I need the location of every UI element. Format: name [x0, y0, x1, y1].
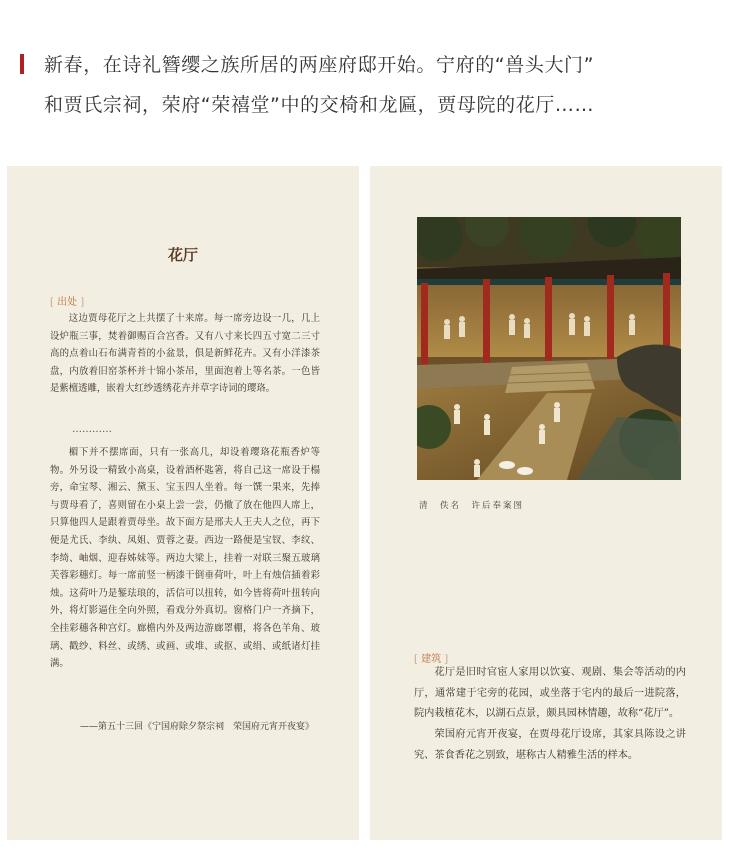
painting-illustration [417, 217, 681, 480]
intro-line-1: 新春，在诗礼簪缨之族所居的两座府邸开始。宁府的“兽头大门” [44, 54, 595, 76]
bracket-open-icon: [ [414, 654, 418, 665]
ellipsis-separator: ………… [72, 424, 112, 435]
architecture-paragraph-1: 花厅是旧时官宦人家用以饮宴、观剧、集会等活动的内厅，通常建于宅旁的花园，或坐落于宅内的最后一进院落，院内栽植花木，以湖石点景，颇具园林情趣，故称“花厅”。 [414, 667, 686, 719]
page-title: 花厅 [167, 246, 198, 264]
architecture-tag-label: 建筑 [421, 654, 442, 665]
intro-section [0, 0, 730, 150]
left-book-page [7, 166, 359, 840]
architecture-paragraph-2: 荣国府元宵开夜宴，在贾母花厅设席，其家具陈设之讲究、茶食香花之别致，堪称古人精雅生活的样本。 [414, 729, 686, 761]
source-tag [50, 293, 84, 308]
right-book-page [370, 166, 722, 840]
bracket-close-icon: ] [80, 297, 85, 308]
bracket-close-icon: ] [444, 654, 449, 665]
source-citation: ——第五十三回《宁国府除夕祭宗祠 荣国府元宵开夜宴》 [80, 722, 315, 732]
quote-paragraph-1: 这边贾母花厅之上共摆了十来席。每一席旁边设一几，几上设炉瓶三事，焚着御赐百合宫香。又有八寸来长四五寸宽二三寸高的点着山石布满青苔的小盆景，俱是新鲜花卉。又有小洋漆茶盘，内放着旧窑茶杯并十锦小茶吊，里面泡着上等名茶。一色皆是紫檀透雕，嵌着大红纱透绣花卉并草字诗词的璎珞。 [50, 313, 320, 395]
source-tag-label: 出处 [57, 297, 78, 308]
bracket-open-icon: [ [50, 297, 54, 308]
intro-line-2: 和贾氏宗祠，荣府“荣禧堂”中的交椅和龙匾，贾母院的花厅…… [44, 94, 595, 116]
accent-bar [20, 54, 24, 74]
quote-paragraph-2: 楣下并不摆席面，只有一张高几，却设着璎珞花瓶香炉等物。外另设一精致小高桌，设着酒杯匙箸，将自己这一席设于榻旁，命宝琴、湘云、黛玉、宝玉四人坐着。每一馔一果来，先捧与贾母看了，喜则留在小桌上尝一尝，仍撤了放在他四人席上，只算他四人是跟着贾母坐。故下面方是邢夫人王夫人之位，再下便是尤氏、李纨、凤姐、贾蓉之妻。西边一路便是宝钗、李纹、李绮、岫烟、迎春姊妹等。两边大梁上，挂着一对联三聚五玻璃芙蓉彩穗灯。每一席前竖一柄漆干倒垂荷叶，叶上有烛信插着彩烛。这荷叶乃是錾珐琅的，活信可以扭转，如今皆将荷叶扭转向外，将灯影逼住全向外照，看戏分外真切。窗格门户一齐摘下，全挂彩穗各种宫灯。廊檐内外及两边游廊罩棚，将各色羊角、玻璃、戳纱、料丝、或绣、或画、或堆、或抠、或绢、或纸诸灯挂满。 [50, 447, 320, 670]
painting-caption: 清 佚名 许后奉案图 [419, 501, 525, 511]
painting-image [417, 217, 681, 480]
